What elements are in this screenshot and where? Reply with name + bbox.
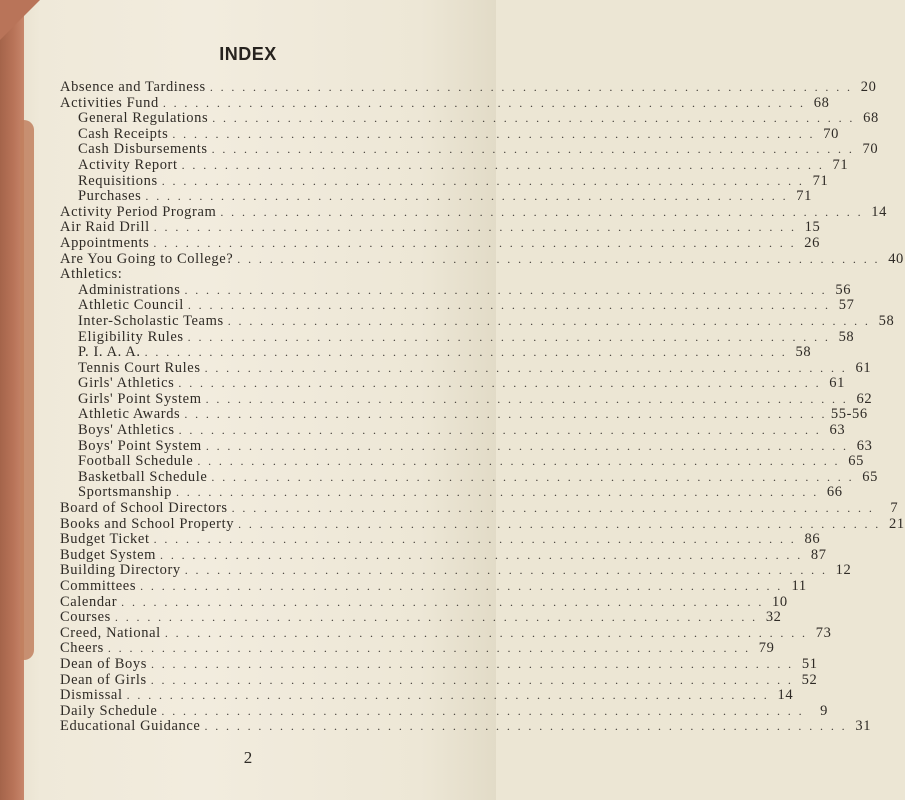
dot-leader: . . . . . . . . . . . . . . . . . . . . . . . . . . . . . . . . . . . . . . . . . . . . . . . . . . . . . . . . . . . . <box>187 329 831 344</box>
dot-leader: . . . . . . . . . . . . . . . . . . . . . . . . . . . . . . . . . . . . . . . . . . . . . . . . . . . . . . . . . . . . <box>220 204 863 219</box>
entry-page: 70 <box>823 125 839 142</box>
entry-page: 58 <box>838 328 855 345</box>
dot-leader: . . . . . . . . . . . . . . . . . . . . . . . . . . . . . . . . . . . . . . . . . . . . . . . . . . . . . . . . . . . . <box>204 360 848 375</box>
entry-page: 7 <box>890 500 899 517</box>
index-entry <box>60 125 839 143</box>
entry-label: General Regulations <box>78 110 209 127</box>
dot-leader: . . . . . . . . . . . . . . . . . . . . . . . . . . . . . . . . . . . . . . . . . . . . . . . . . . . . . . . . . . . . <box>121 594 764 609</box>
dot-leader: . . . . . . . . . . . . . . . . . . . . . . . . . . . . . . . . . . . . . . . . . . . . . . . . . . . . . . . . . . . . <box>161 703 804 718</box>
entry-page: 68 <box>863 110 879 127</box>
entry-page: 79 <box>758 640 775 657</box>
entry-page: 86 <box>804 531 821 548</box>
index-entry <box>60 267 452 283</box>
dot-leader: . . . . . . . . . . . . . . . . . . . . . . . . . . . . . . . . . . . . . . . . . . . . . . . . . . . . . . . . . . . . <box>184 282 828 297</box>
index-entry <box>60 110 879 127</box>
dot-leader: . . . . . . . . . . . . . . . . . . . . . . . . . . . . . . . . . . . . . . . . . . . . . . . . . . . . . . . . . . . . <box>162 95 806 110</box>
entry-label: Administrations <box>78 281 181 298</box>
entry-label: Dean of Boys <box>60 655 147 672</box>
index-entry <box>60 515 905 533</box>
index-entry <box>60 453 864 470</box>
entry-page: 15 <box>804 219 821 236</box>
entry-page: 58 <box>795 344 812 361</box>
index-entry <box>60 422 846 439</box>
entry-label: Requisitions <box>78 172 158 189</box>
index-entry <box>60 671 818 689</box>
index-entry <box>60 562 852 579</box>
index-entry <box>60 79 877 96</box>
entry-label: P. I. A. A. <box>78 344 141 361</box>
index-entry <box>60 468 878 486</box>
entry-page: 14 <box>777 687 794 704</box>
entry-page: 40 <box>888 250 904 267</box>
entry-label: Daily Schedule <box>60 702 158 719</box>
index-entry <box>60 203 887 221</box>
dot-leader: . . . . . . . . . . . . . . . . . . . . . . . . . . . . . . . . . . . . . . . . . . . . . . . . . . . . . . . . . . . . <box>144 345 788 360</box>
dot-leader: . . . . . . . . . . . . . . . . . . . . . . . . . . . . . . . . . . . . . . . . . . . . . . . . . . . . . . . . . . . . <box>178 376 821 391</box>
index-entry <box>60 297 855 314</box>
entry-label: Budget Ticket <box>60 531 150 548</box>
binding-tape <box>0 0 24 800</box>
dot-leader: . . . . . . . . . . . . . . . . . . . . . . . . . . . . . . . . . . . . . . . . . . . . . . . . . . . . . . . . . . . . <box>176 485 819 500</box>
entry-page: 31 <box>855 718 872 735</box>
entry-label: Dean of Girls <box>60 671 147 688</box>
index-entry <box>60 640 775 657</box>
entry-page: 9 <box>820 702 828 719</box>
entry-label: Activity Period Program <box>60 203 217 220</box>
dot-leader: . . . . . . . . . . . . . . . . . . . . . . . . . . . . . . . . . . . . . . . . . . . . . . . . . . . . . . . . . . . . <box>231 501 875 516</box>
entry-label: Books and School Property <box>60 515 235 532</box>
entry-page: 21 <box>889 515 905 532</box>
entry-label: Athletics: <box>60 266 123 283</box>
dot-leader: . . . . . . . . . . . . . . . . . . . . . . . . . . . . . . . . . . . . . . . . . . . . . . . . . . . . . . . . . . . . <box>205 438 849 453</box>
index-entry <box>60 94 830 112</box>
index-entry <box>60 406 868 423</box>
index-entry <box>60 375 845 392</box>
entry-label: Cash Receipts <box>78 125 169 142</box>
index-entry <box>60 500 899 517</box>
dot-leader: . . . . . . . . . . . . . . . . . . . . . . . . . . . . . . . . . . . . . . . . . . . . . . . . . . . . . . . . . . . . <box>197 454 840 469</box>
entry-label: Building Directory <box>60 562 181 579</box>
entry-label: Calendar <box>60 593 118 610</box>
index-entry <box>60 687 794 704</box>
entry-page: 71 <box>796 188 812 205</box>
entry-page: 11 <box>791 578 807 594</box>
entry-page: 63 <box>856 437 873 454</box>
entry-label: Activity Report <box>78 156 178 173</box>
entry-page: 52 <box>801 671 818 688</box>
dot-leader: . . . . . . . . . . . . . . . . . . . . . . . . . . . . . . . . . . . . . . . . . . . . . . . . . . . . . . . . . . . . <box>107 641 751 656</box>
entry-page: 68 <box>813 94 830 111</box>
entry-label: Girls' Athletics <box>78 375 175 392</box>
page-number: 2 <box>243 748 253 767</box>
entry-label: Basketball Schedule <box>78 468 208 485</box>
entry-label: Football Schedule <box>78 453 194 470</box>
entry-label: Girls' Point System <box>78 390 202 407</box>
dot-leader: . . . . . . . . . . . . . . . . . . . . . . . . . . . . . . . . . . . . . . . . . . . . . . . . . . . . . . . . . . . . <box>238 516 881 531</box>
entry-page: 56 <box>835 281 852 298</box>
index-entry <box>60 718 872 735</box>
index-entry <box>60 546 827 564</box>
entry-page: 58 <box>878 312 895 329</box>
entry-page: 87 <box>810 546 827 563</box>
dot-leader: . . . . . . . . . . . . . . . . . . . . . . . . . . . . . . . . . . . . . . . . . . . . . . . . . . . . . . . . . . . . <box>184 407 827 422</box>
entry-label: Creed, National <box>60 624 161 641</box>
entry-label: Cheers <box>60 640 104 657</box>
entry-page: 63 <box>829 422 846 439</box>
entry-page: 57 <box>838 297 855 314</box>
dot-leader: . . . . . . . . . . . . . . . . . . . . . . . . . . . . . . . . . . . . . . . . . . . . . . . . . . . . . . . . . . . . <box>209 80 853 94</box>
entry-label: Activities Fund <box>60 94 159 111</box>
entry-label: Absence and Tardiness <box>60 79 206 95</box>
index-entry <box>60 484 843 501</box>
index-entry <box>60 141 879 158</box>
dot-leader: . . . . . . . . . . . . . . . . . . . . . . . . . . . . . . . . . . . . . . . . . . . . . . . . . . . . . . . . . . . . <box>237 251 880 266</box>
entry-label: Sportsmanship <box>78 484 172 501</box>
dot-leader: . . . . . . . . . . . . . . . . . . . . . . . . . . . . . . . . . . . . . . . . . . . . . . . . . . . . . . . . . . . . <box>181 157 825 172</box>
entry-label: Purchases <box>78 188 142 205</box>
entry-label: Tennis Court Rules <box>78 359 201 376</box>
entry-page: 70 <box>862 141 879 158</box>
entry-page: 61 <box>855 359 872 376</box>
dot-leader: . . . . . . . . . . . . . . . . . . . . . . . . . . . . . . . . . . . . . . . . . . . . . . . . . . . . . . . . . . . . <box>211 142 855 157</box>
dot-leader: . . . . . . . . . . . . . . . . . . . . . . . . . . . . . . . . . . . . . . . . . . . . . . . . . . . . . . . . . . . . <box>161 173 805 188</box>
entry-label: Athletic Awards <box>78 406 181 423</box>
entry-page: 51 <box>801 655 818 672</box>
index-entry <box>60 655 818 673</box>
index-entry <box>60 250 904 268</box>
index-entry <box>60 578 807 595</box>
index-entry <box>60 702 828 720</box>
dot-leader: . . . . . . . . . . . . . . . . . . . . . . . . . . . . . . . . . . . . . . . . . . . . . . . . . . . . . . . . . . . . <box>172 126 815 141</box>
entry-label: Are You Going to College? <box>60 250 234 267</box>
entry-label: Committees <box>60 578 137 594</box>
dot-leader: . . . . . . . . . . . . . . . . . . . . . . . . . . . . . . . . . . . . . . . . . . . . . . . . . . . . . . . . . . . . <box>187 298 831 313</box>
entry-page: 20 <box>860 79 877 95</box>
index-entry <box>60 390 873 408</box>
index-entry <box>60 281 852 299</box>
entry-page: 10 <box>772 593 788 610</box>
entry-label: Dismissal <box>60 687 123 704</box>
entry-page: 14 <box>871 203 887 220</box>
index-entry <box>60 531 821 548</box>
index-entry <box>60 359 872 377</box>
entry-label: Board of School Directors <box>60 500 228 517</box>
dot-leader: . . . . . . . . . . . . . . . . . . . . . . . . . . . . . . . . . . . . . . . . . . . . . . . . . . . . . . . . . . . . <box>211 469 854 484</box>
index-entry <box>60 188 812 205</box>
entry-page: 73 <box>815 624 832 641</box>
entry-page: 26 <box>804 234 820 251</box>
entry-label: Eligibility Rules <box>78 328 184 345</box>
dot-leader: . . . . . . . . . . . . . . . . . . . . . . . . . . . . . . . . . . . . . . . . . . . . . . . . . . . . . . . . . . . . <box>114 610 758 625</box>
dot-leader: . . . . . . . . . . . . . . . . . . . . . . . . . . . . . . . . . . . . . . . . . . . . . . . . . . . . . . . . . . . . <box>184 563 828 578</box>
dot-leader: . . . . . . . . . . . . . . . . . . . . . . . . . . . . . . . . . . . . . . . . . . . . . . . . . . . . . . . . . . . . <box>140 579 783 593</box>
folded-corner <box>0 0 40 40</box>
entry-label: Appointments <box>60 234 150 251</box>
entry-label: Air Raid Drill <box>60 219 150 236</box>
dot-leader: . . . . . . . . . . . . . . . . . . . . . . . . . . . . . . . . . . . . . . . . . . . . . . . . . . . . . . . . . . . . <box>126 688 770 703</box>
entry-label: Inter-Scholastic Teams <box>78 312 224 329</box>
dot-leader: . . . . . . . . . . . . . . . . . . . . . . . . . . . . . . . . . . . . . . . . . . . . . . . . . . . . . . . . . . . . <box>205 391 849 406</box>
entry-page: 55-56 <box>830 406 868 423</box>
dot-leader: . . . . . . . . . . . . . . . . . . . . . . . . . . . . . . . . . . . . . . . . . . . . . . . . . . . . . . . . . . . . <box>178 423 822 438</box>
dot-leader: . . . . . . . . . . . . . . . . . . . . . . . . . . . . . . . . . . . . . . . . . . . . . . . . . . . . . . . . . . . . <box>227 313 871 328</box>
dot-leader: . . . . . . . . . . . . . . . . . . . . . . . . . . . . . . . . . . . . . . . . . . . . . . . . . . . . . . . . . . . . <box>153 532 797 547</box>
entry-page: 65 <box>848 453 864 470</box>
entry-label: Boys' Athletics <box>78 422 175 439</box>
entry-label: Educational Guidance <box>60 718 201 735</box>
dot-leader: . . . . . . . . . . . . . . . . . . . . . . . . . . . . . . . . . . . . . . . . . . . . . . . . . . . . . . . . . . . . <box>153 235 796 250</box>
index-entry <box>60 219 821 236</box>
dot-leader: . . . . . . . . . . . . . . . . . . . . . . . . . . . . . . . . . . . . . . . . . . . . . . . . . . . . . . . . . . . . <box>145 189 788 204</box>
dot-leader: . . . . . . . . . . . . . . . . . . . . . . . . . . . . . . . . . . . . . . . . . . . . . . . . . . . . . . . . . . . . <box>204 719 848 734</box>
index-entry <box>60 609 782 626</box>
index-entry <box>60 624 832 642</box>
dot-leader: . . . . . . . . . . . . . . . . . . . . . . . . . . . . . . . . . . . . . . . . . . . . . . . . . . . . . . . . . . . . <box>160 547 803 562</box>
entry-page: 32 <box>765 609 782 626</box>
index-entry <box>60 172 829 190</box>
entry-label: Athletic Council <box>78 297 184 314</box>
entry-page: 65 <box>862 468 878 485</box>
dot-leader: . . . . . . . . . . . . . . . . . . . . . . . . . . . . . . . . . . . . . . . . . . . . . . . . . . . . . . . . . . . . <box>164 625 808 640</box>
entry-page: 62 <box>856 390 873 407</box>
index-entry <box>60 593 788 611</box>
index-entry <box>60 156 849 174</box>
index-list <box>60 79 905 735</box>
page-title: INDEX <box>219 44 277 64</box>
index-entry <box>60 344 812 361</box>
index-entry <box>60 234 820 252</box>
entry-label: Courses <box>60 609 111 626</box>
dot-leader: . . . . . . . . . . . . . . . . . . . . . . . . . . . . . . . . . . . . . . . . . . . . . . . . . . . . . . . . . . . . <box>153 220 797 235</box>
index-entry <box>60 312 895 330</box>
entry-page: 71 <box>832 156 849 173</box>
index-entry <box>60 328 855 346</box>
entry-page: 66 <box>826 484 843 501</box>
dot-leader: . . . . . . . . . . . . . . . . . . . . . . . . . . . . . . . . . . . . . . . . . . . . . . . . . . . . . . . . . . . . <box>212 111 855 126</box>
entry-label: Cash Disbursements <box>78 141 208 158</box>
entry-page: 12 <box>835 562 852 579</box>
entry-page: 61 <box>829 375 845 392</box>
index-entry <box>60 437 873 455</box>
entry-page: 71 <box>812 172 829 189</box>
entry-label: Budget System <box>60 546 157 563</box>
entry-label: Boys' Point System <box>78 437 202 454</box>
dot-leader: . . . . . . . . . . . . . . . . . . . . . . . . . . . . . . . . . . . . . . . . . . . . . . . . . . . . . . . . . . . . <box>150 656 794 671</box>
dot-leader: . . . . . . . . . . . . . . . . . . . . . . . . . . . . . . . . . . . . . . . . . . . . . . . . . . . . . . . . . . . . <box>150 672 794 687</box>
